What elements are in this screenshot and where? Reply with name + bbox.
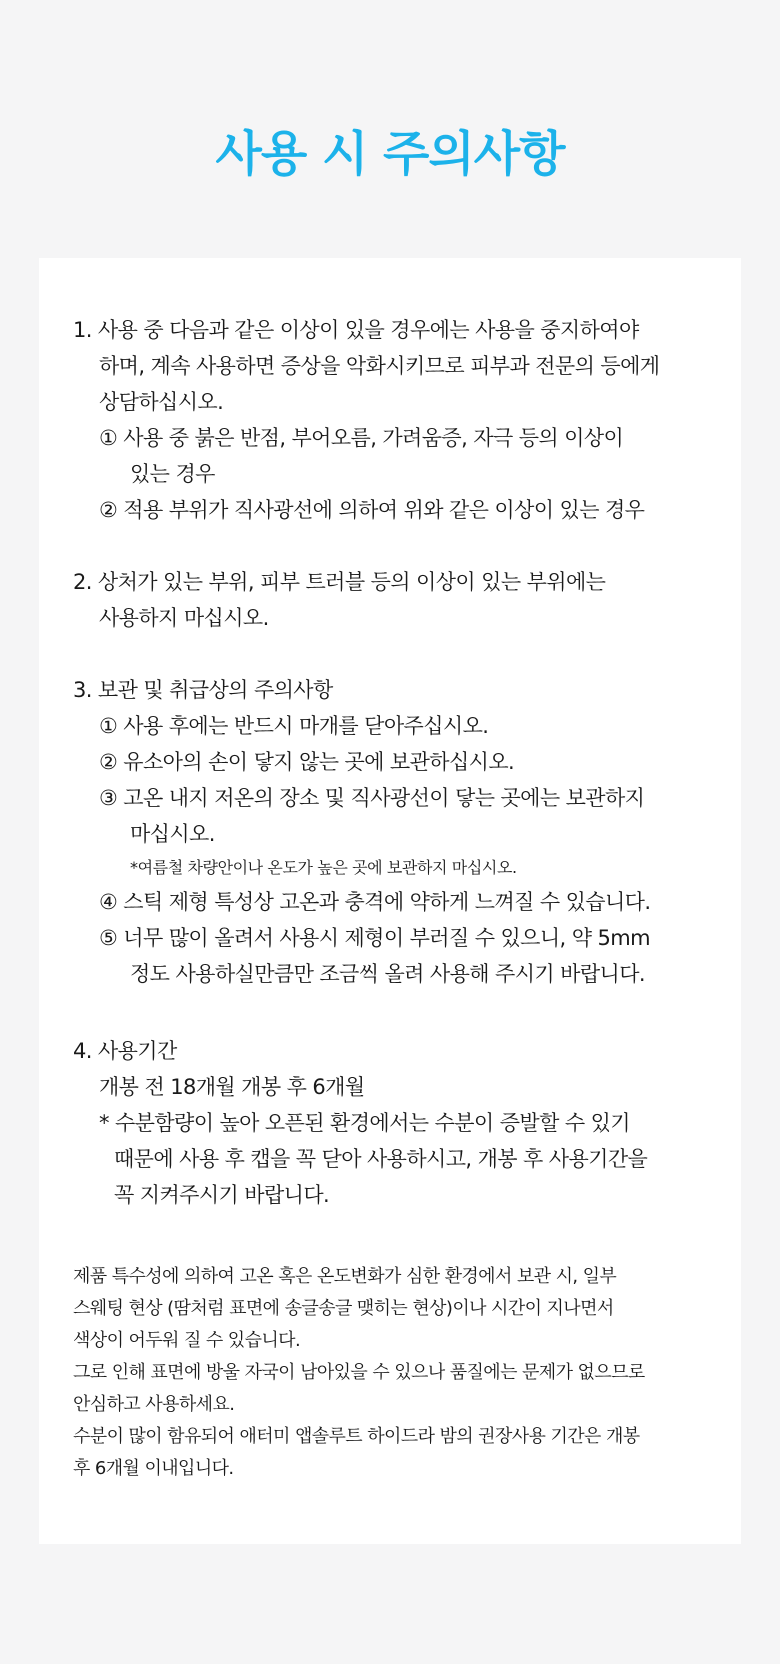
section-2-heading: 2. 상처가 있는 부위, 피부 트러블 등의 이상이 있는 부위에는	[73, 570, 606, 594]
section-3-heading: 3. 보관 및 취급상의 주의사항	[73, 678, 333, 702]
section-3	[73, 672, 650, 992]
section-2-text: 사용하지 마십시오.	[99, 606, 269, 630]
section-3-item-5-cont: 정도 사용하실만큼만 조금씩 올려 사용해 주시기 바랍니다.	[130, 962, 645, 986]
section-1	[73, 312, 659, 528]
section-4-period: 개봉 전 18개월 개봉 후 6개월	[99, 1075, 365, 1099]
footer-line: 색상이 어두워 질 수 있습니다.	[73, 1330, 301, 1351]
section-4-note-cont: 때문에 사용 후 캡을 꼭 닫아 사용하시고, 개봉 후 사용기간을	[114, 1147, 648, 1171]
section-3-item-4: ④ 스틱 제형 특성상 고온과 충격에 약하게 느껴질 수 있습니다.	[99, 890, 651, 914]
footer-line: 안심하고 사용하세요.	[73, 1394, 235, 1415]
footer-line: 그로 인해 표면에 방울 자국이 남아있을 수 있으나 품질에는 문제가 없으므로	[73, 1362, 645, 1383]
section-1-item-1-cont: 있는 경우	[130, 462, 215, 486]
section-1-item-2: ② 적용 부위가 직사광선에 의하여 위와 같은 이상이 있는 경우	[99, 498, 645, 522]
section-1-text: 상담하십시오.	[99, 390, 224, 414]
section-3-item-2: ② 유소아의 손이 닿지 않는 곳에 보관하십시오.	[99, 750, 515, 774]
section-3-note: *여름철 차량안이나 온도가 높은 곳에 보관하지 마십시오.	[130, 858, 517, 877]
section-3-item-3-cont: 마십시오.	[130, 822, 215, 846]
section-4-note-cont: 꼭 지켜주시기 바랍니다.	[114, 1183, 330, 1207]
section-3-item-1: ① 사용 후에는 반드시 마개를 닫아주십시오.	[99, 714, 489, 738]
footer-line: 후 6개월 이내입니다.	[73, 1458, 234, 1479]
section-1-heading: 1. 사용 중 다음과 같은 이상이 있을 경우에는 사용을 중지하여야	[73, 318, 639, 342]
section-3-item-3: ③ 고온 내지 저온의 장소 및 직사광선이 닿는 곳에는 보관하지	[99, 786, 645, 810]
section-4-note: * 수분함량이 높아 오픈된 환경에서는 수분이 증발할 수 있기	[99, 1111, 630, 1135]
footer-line: 스웨팅 현상 (땀처럼 표면에 송글송글 맺히는 현상)이나 시간이 지나면서	[73, 1298, 614, 1319]
section-3-item-5: ⑤ 너무 많이 올려서 사용시 제형이 부러질 수 있으니, 약 5mm	[99, 926, 650, 950]
footer-notice	[73, 1261, 645, 1485]
section-1-text: 하며, 계속 사용하면 증상을 악화시키므로 피부과 전문의 등에게	[99, 354, 660, 378]
section-4	[73, 1033, 647, 1213]
page-title: 사용 시 주의사항	[215, 126, 565, 182]
section-1-item-1: ① 사용 중 붉은 반점, 부어오름, 가려움증, 자극 등의 이상이	[99, 426, 624, 450]
notice-card	[39, 258, 741, 1544]
section-4-heading: 4. 사용기간	[73, 1039, 177, 1063]
section-2	[73, 564, 605, 636]
footer-line: 수분이 많이 함유되어 애터미 앱솔루트 하이드라 밤의 권장사용 기간은 개봉	[73, 1426, 640, 1447]
footer-line: 제품 특수성에 의하여 고온 혹은 온도변화가 심한 환경에서 보관 시, 일부	[73, 1266, 617, 1287]
